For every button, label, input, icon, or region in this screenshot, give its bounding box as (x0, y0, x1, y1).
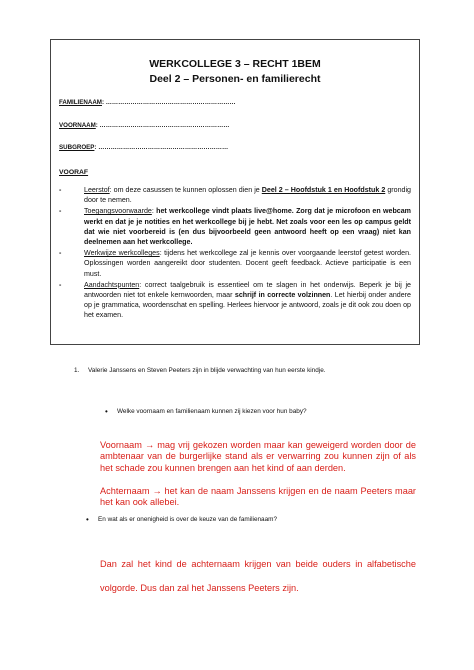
list-item (59, 185, 411, 205)
item-label: Leerstof (84, 186, 110, 194)
answer-onenigheid: Dan zal het kind de achternaam krijgen van beide ouders in alfabetische volgorde. Dus dan zal het Janssens Peeters zijn. (100, 559, 416, 593)
field-subgroep (59, 144, 228, 151)
item-label: Toegangsvoorwaarde (84, 207, 152, 216)
question-text: Valerie Janssens en Steven Peeters zijn in blijde verwachting van hun eerste kindje. (88, 367, 326, 374)
answer-text: mag vrij gekozen worden maar kan geweigerd worden door de ambtenaar van de burgerlijke stand als er verwarring zou kunnen zijn of als het schade zou kunnen brengen aan het kind of aan derden. (100, 440, 416, 473)
field-voornaam (59, 122, 230, 129)
answer-text: het kan de naam Janssens krijgen en de naam Peeters maar het kan ook allebei. (100, 486, 416, 508)
question-1 (74, 367, 326, 374)
bullet-icon: • (105, 407, 108, 416)
field-label: FAMILIENAAM (59, 99, 102, 106)
answer-lead: Achternaam (100, 486, 150, 496)
document-title: WERKCOLLEGE 3 – RECHT 1BEM (149, 58, 321, 70)
item-bold-text: schrijf in correcte volzinnen (234, 291, 331, 300)
field-dots: : ……………………………………………………… (94, 144, 229, 151)
field-dots: : ……………………………………………………… (95, 122, 230, 129)
item-label: Werkwijze werkcolleges (84, 249, 160, 258)
dash-bullet: - (59, 207, 62, 216)
sub-question-1 (105, 407, 307, 416)
item-text: grondig door te nemen. (84, 186, 411, 205)
question-number: 1. (74, 367, 80, 374)
section-heading: VOORAF (59, 169, 89, 176)
sub-question-text: Welke voornaam en familienaam kunnen zij kiezen voor hun baby? (117, 408, 307, 415)
item-text: . Let hierbij onder andere op je grammatica, woordenschat en spelling. Herlees hiervoor je antwoord, zoals je dit ook zou doen op het examen. (84, 291, 411, 320)
field-label: VOORNAAM (59, 122, 96, 129)
item-text: : om deze casussen te kunnen oplossen dien je (109, 186, 262, 194)
answer-achternaam (100, 486, 416, 509)
document-subtitle: Deel 2 – Personen- en familierecht (149, 73, 321, 85)
arrow-icon: → (144, 440, 155, 450)
field-dots: : ……………………………………………………… (101, 99, 236, 106)
instruction-list (59, 185, 411, 322)
dash-bullet: - (59, 249, 62, 258)
list-item (59, 280, 411, 321)
item-bold-text: het werkcollege vindt plaats live@home. Zorg dat je microfoon en webcam werkt en dat je je notities en het werkcollege bij je hebt. Net zoals voor een les op campus geldt dat wie niet voorbereid is (en dus bijvoorbeeld geen antwoord heeft op een vraag) niet kan deelnemen aan het werkcollege. (84, 207, 411, 247)
sub-question-text: En wat als er onenigheid is over de keuze van de familienaam? (98, 516, 278, 523)
bullet-icon: • (86, 515, 89, 524)
list-item (59, 206, 411, 247)
dash-bullet: - (59, 186, 62, 194)
item-highlight: Deel 2 – Hoofdstuk 1 en Hoofdstuk 2 (261, 186, 386, 194)
field-label: SUBGROEP (59, 144, 95, 151)
item-text: : correct taalgebruik is essentieel om te slagen in het onderwijs. Beperk je bij je antwoorden niet tot enkele kernwoorden, maar (84, 280, 411, 300)
instruction-box (50, 39, 420, 345)
item-text: : tijdens het werkcollege zal je kennis over voorgaande leerstof getest worden. Oplossingen worden aangereikt door studenten. Docent geeft feedback. Actieve participatie is een must. (84, 249, 411, 278)
list-item (59, 248, 411, 279)
item-label: Aandachtspunten (84, 280, 140, 289)
answer-lead: Voornaam (100, 440, 142, 450)
dash-bullet: - (59, 280, 62, 289)
answer-voornaam (100, 440, 416, 474)
field-familienaam (59, 99, 236, 106)
item-text: : (151, 207, 157, 216)
sub-question-2 (86, 515, 278, 524)
arrow-icon: → (152, 486, 162, 496)
